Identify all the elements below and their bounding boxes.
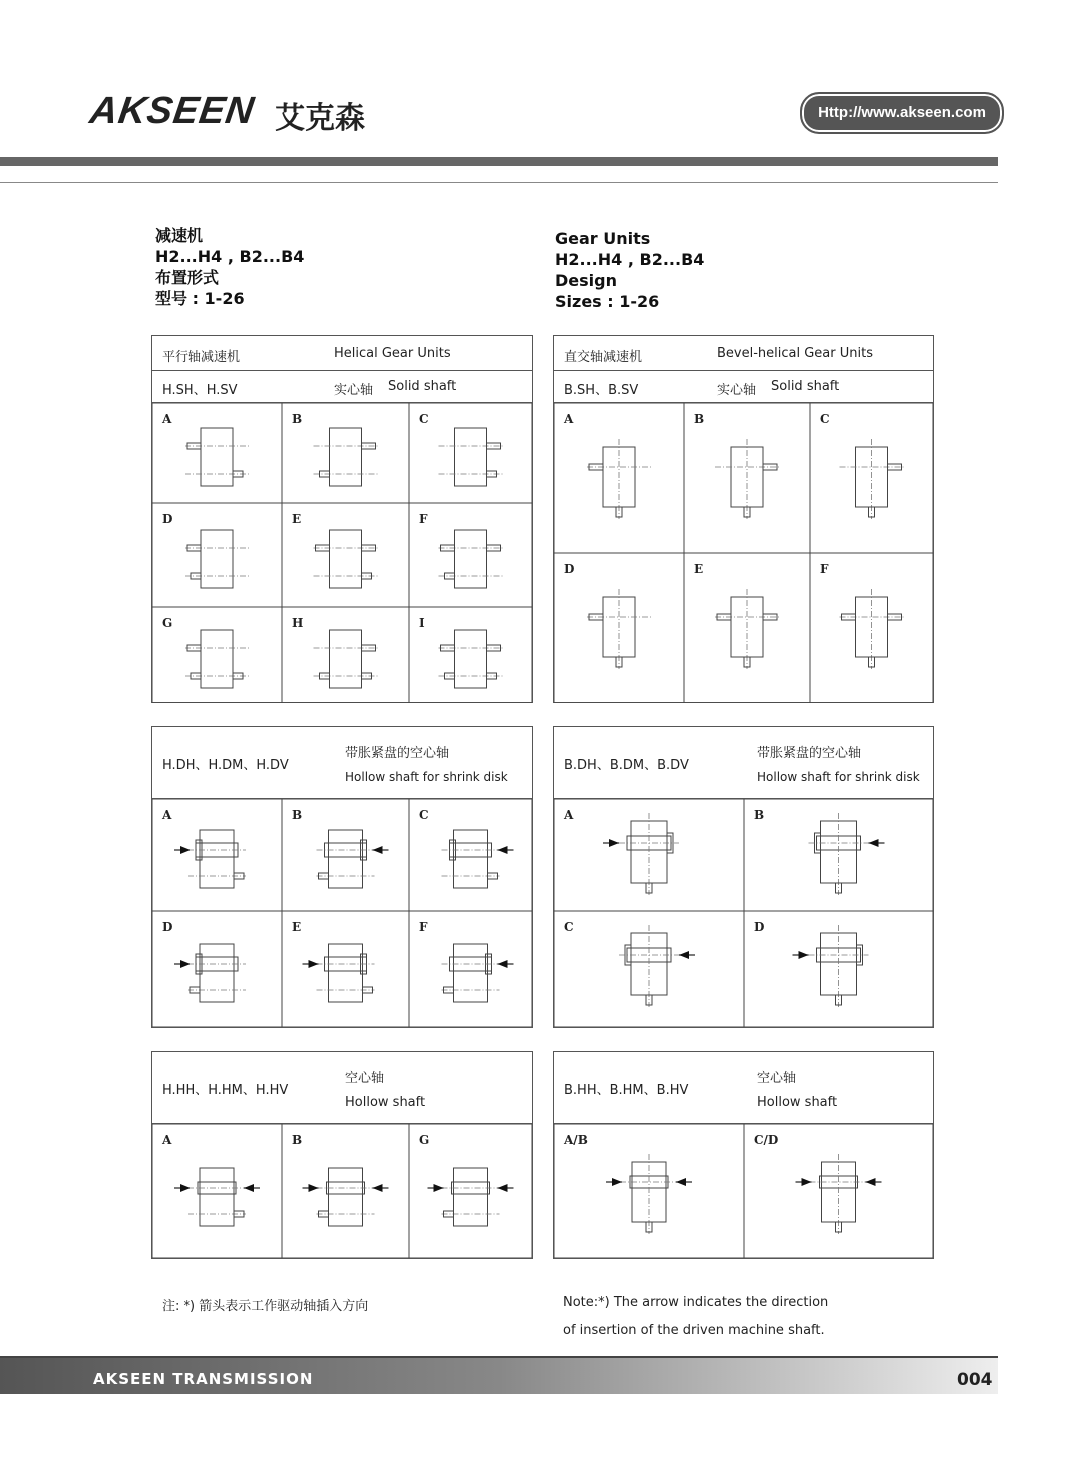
cell-label: G (419, 1133, 430, 1147)
gear-housing (330, 530, 362, 588)
panel-header (152, 1052, 532, 1124)
shaft-cn: 空心轴 (757, 1071, 797, 1086)
insertion-arrow-head (676, 1178, 686, 1186)
insertion-arrow-head (498, 960, 508, 968)
cell-label: B (292, 808, 303, 822)
panel-bevel-solid (553, 335, 934, 703)
type-en: Helical Gear Units (334, 346, 451, 361)
insertion-arrow-head (180, 1184, 190, 1192)
gear-housing (455, 530, 487, 588)
cell-label: I (419, 616, 425, 630)
diagram-cell (152, 1124, 282, 1258)
panel-header (152, 727, 532, 799)
header-divider-line (0, 182, 998, 183)
cell-label: E (292, 512, 302, 526)
insertion-arrow-head (434, 1184, 444, 1192)
cell-label: A (162, 412, 172, 426)
insertion-arrow-head (498, 1184, 508, 1192)
shaft-en: Solid shaft (771, 379, 840, 394)
gear-housing (455, 428, 487, 486)
shaft-cn: 带胀紧盘的空心轴 (345, 746, 450, 761)
code: H.DH、H.DM、H.DV (162, 758, 289, 773)
cell-label: B (754, 808, 765, 822)
header-divider-bar (0, 157, 998, 166)
code: H.HH、H.HM、H.HV (162, 1083, 289, 1098)
cell-label: C (820, 412, 830, 426)
shaft-en: Hollow shaft (345, 1095, 426, 1110)
gear-housing (330, 630, 362, 688)
insertion-arrow-head (609, 839, 619, 847)
title-cn-line2: H2...H4 , B2...B4 (155, 247, 305, 266)
logo-wordmark: AKSEEN (87, 90, 258, 132)
title-chinese (155, 225, 304, 309)
cell-label: C (419, 412, 429, 426)
footer-brand: AKSEEN TRANSMISSION (93, 1370, 314, 1388)
title-cn-line1: 减速机 (155, 226, 204, 245)
gear-housing (201, 630, 233, 688)
panel-helical-hollow (151, 1051, 533, 1259)
title-en-line1: Gear Units (555, 229, 651, 248)
panel-bevel-hollow (553, 1051, 934, 1259)
diagram-grid-bevel-hollow (554, 1124, 933, 1258)
page-number: 004 (957, 1370, 993, 1390)
shaft-cn: 实心轴 (717, 383, 757, 398)
title-cn-line4: 型号 : 1-26 (155, 289, 245, 308)
insertion-arrow-head (244, 1184, 254, 1192)
panel-header-type (554, 336, 933, 371)
diagram-cell (152, 799, 282, 911)
cell-label: F (419, 920, 428, 934)
diagram-grid-bevel-solid (554, 403, 933, 703)
shaft-en: Hollow shaft for shrink disk (757, 770, 920, 784)
cell-label: B (694, 412, 705, 426)
website-url-badge[interactable] (800, 92, 1004, 134)
insertion-arrow-head (869, 839, 879, 847)
gear-housing (455, 630, 487, 688)
gear-housing (200, 1168, 234, 1226)
panel-header-code (152, 371, 532, 403)
gear-housing (200, 830, 234, 888)
insertion-arrow-head (309, 960, 319, 968)
gear-housing (201, 428, 233, 486)
code: B.HH、B.HM、B.HV (564, 1083, 689, 1098)
shaft-en: Hollow shaft (757, 1095, 838, 1110)
cell-label: B (292, 412, 303, 426)
insertion-arrow-head (866, 1178, 876, 1186)
diagram-grid-helical-hollow (152, 1124, 532, 1258)
cell-label: C (564, 920, 574, 934)
cell-label: F (820, 562, 829, 576)
panel-header (554, 1052, 933, 1124)
cell-label: A (162, 808, 172, 822)
note-english-line1: Note:*) The arrow indicates the direction (563, 1295, 829, 1310)
title-cn-line3: 布置形式 (155, 268, 220, 287)
panel-helical-solid (151, 335, 533, 703)
type-cn: 平行轴减速机 (162, 350, 241, 365)
cell-label: D (162, 920, 173, 934)
cell-label: A (564, 412, 574, 426)
insertion-arrow-head (373, 846, 383, 854)
cell-label: B (292, 1133, 303, 1147)
gear-housing (454, 1168, 488, 1226)
panel-header-type (152, 336, 532, 371)
gear-housing (330, 428, 362, 486)
insertion-arrow-head (309, 1184, 319, 1192)
insertion-arrow-head (799, 951, 809, 959)
panel-helical-shrink-disk (151, 726, 533, 1028)
code: B.SH、B.SV (564, 383, 639, 398)
insertion-arrow-head (612, 1178, 622, 1186)
cell-label: D (754, 920, 765, 934)
diagram-grid-helical-solid (152, 403, 532, 703)
cell-label: H (292, 616, 304, 630)
panel-bevel-shrink-disk (553, 726, 934, 1028)
cell-label: A/B (564, 1133, 588, 1147)
diagram-grid-helical-shrink (152, 799, 532, 1027)
title-en-line4: Sizes : 1-26 (555, 292, 660, 311)
diagram-cell (409, 607, 532, 703)
diagram-grid-bevel-shrink (554, 799, 933, 1027)
title-en-line3: Design (555, 271, 617, 290)
code: H.SH、H.SV (162, 383, 238, 398)
type-en: Bevel-helical Gear Units (717, 346, 873, 361)
note-chinese: 注: *) 箭头表示工作驱动轴插入方向 (162, 1299, 369, 1314)
panel-header-code (554, 371, 933, 403)
type-cn: 直交轴减速机 (564, 350, 643, 365)
cell-label: D (564, 562, 575, 576)
cell-label: A (162, 1133, 172, 1147)
cell-label: E (292, 920, 302, 934)
insertion-arrow-head (373, 1184, 383, 1192)
cell-label: C/D (754, 1133, 779, 1147)
shaft-cn: 空心轴 (345, 1071, 385, 1086)
gear-housing (201, 530, 233, 588)
gear-housing (329, 830, 363, 888)
insertion-arrow-head (802, 1178, 812, 1186)
insertion-arrow-head (679, 951, 689, 959)
cell-label: E (694, 562, 704, 576)
shaft-cn: 实心轴 (334, 383, 374, 398)
gear-housing (454, 944, 488, 1002)
insertion-arrow-head (180, 846, 190, 854)
cell-label: A (564, 808, 574, 822)
website-url-text: Http://www.akseen.com (818, 104, 986, 121)
note-english-line2: of insertion of the driven machine shaft. (563, 1323, 825, 1338)
cell-label: F (419, 512, 428, 526)
shaft-cn: 带胀紧盘的空心轴 (757, 746, 862, 761)
logo-chinese: 艾克森 (275, 101, 365, 136)
panel-header (554, 727, 933, 799)
gear-housing (454, 830, 488, 888)
title-english (555, 228, 704, 312)
insertion-arrow-head (498, 846, 508, 854)
gear-housing (329, 1168, 363, 1226)
shaft-en: Solid shaft (388, 379, 457, 394)
title-en-line2: H2...H4 , B2...B4 (555, 250, 705, 269)
gear-housing (329, 944, 363, 1002)
cell-label: C (419, 808, 429, 822)
insertion-arrow-head (180, 960, 190, 968)
diagram-cell (152, 403, 282, 503)
cell-label: G (162, 616, 173, 630)
cell-label: D (162, 512, 173, 526)
gear-housing (200, 944, 234, 1002)
shaft-en: Hollow shaft for shrink disk (345, 770, 508, 784)
code: B.DH、B.DM、B.DV (564, 758, 689, 773)
